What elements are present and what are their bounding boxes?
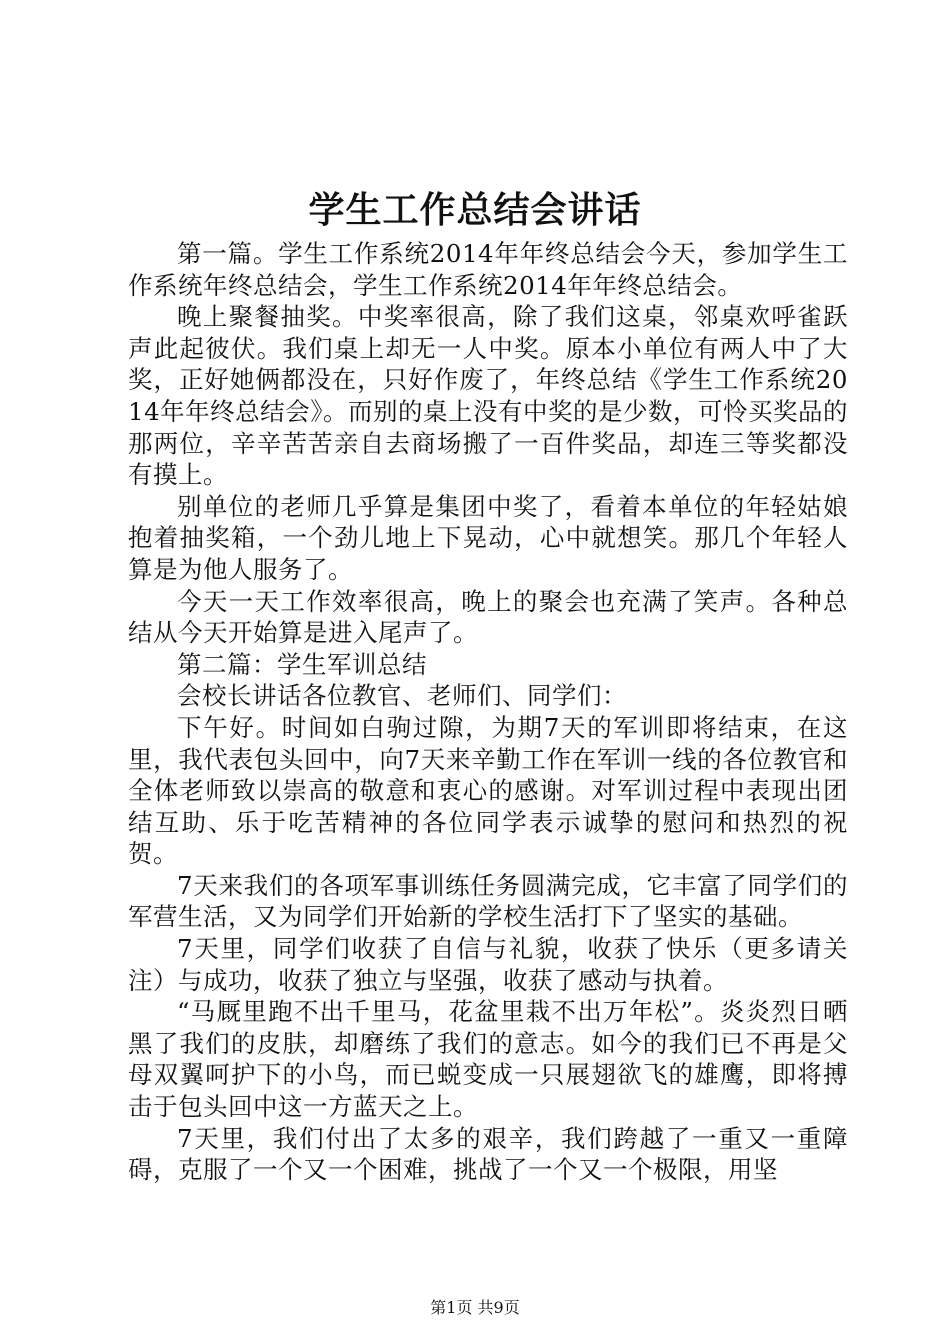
paragraph: 今天一天工作效率很高，晚上的聚会也充满了笑声。各种总结从今天开始算是进入尾声了。 — [128, 586, 848, 648]
paragraph: 会校长讲话各位教官、老师们、同学们： — [177, 681, 627, 711]
section-heading: 第二篇：学生军训总结 — [177, 649, 427, 679]
document-body — [128, 238, 848, 1186]
paragraph: 7天来我们的各项军事训练任务圆满完成，它丰富了同学们的军营生活，又为同学们开始新的学校生活打下了坚实的基础。 — [128, 870, 848, 932]
paragraph: “马厩里跑不出千里马，花盆里栽不出万年松”。炎炎烈日晒黑了我们的皮肤，却磨练了我们的意志。如今的我们已不再是父母双翼呵护下的小鸟，而已蜕变成一只展翅欲飞的雄鹰，即将搏击于包头回中这一方蓝天之上。 — [128, 997, 848, 1122]
page-number-footer: 第1页 共9页 — [430, 1298, 520, 1317]
paragraph: 晚上聚餐抽奖。中奖率很高，除了我们这桌，邻桌欢呼雀跃声此起彼伏。我们桌上却无一人中奖。原本小单位有两人中了大奖，正好她俩都没在，只好作废了，年终总结《学生工作系统2014年年终总结会》。而别的桌上没有中奖的是少数，可怜买奖品的那两位，辛辛苦苦亲自去商场搬了一百件奖品，却连三等奖都没有摸上。 — [128, 302, 848, 490]
paragraph: 第一篇。学生工作系统2014年年终总结会今天，参加学生工作系统年终总结会，学生工作系统2014年年终总结会。 — [128, 239, 848, 300]
paragraph: 下午好。时间如白驹过隙，为期7天的军训即将结束，在这里，我代表包头回中，向7天来辛勤工作在军训一线的各位教官和全体老师致以崇高的敬意和衷心的感谢。对军训过程中表现出团结互助、乐于吃苦精神的各位同学表示诚挚的慰问和热烈的祝贺。 — [128, 712, 848, 869]
paragraph: 7天里，我们付出了太多的艰辛，我们跨越了一重又一重障碍，克服了一个又一个困难，挑战了一个又一个极限，用坚 — [128, 1123, 848, 1185]
paragraph: 7天里，同学们收获了自信与礼貌，收获了快乐（更多请关注）与成功，收获了独立与坚强，收获了感动与执着。 — [128, 934, 848, 995]
paragraph: 别单位的老师几乎算是集团中奖了，看着本单位的年轻姑娘抱着抽奖箱，一个劲儿地上下晃动，心中就想笑。那几个年轻人算是为他人服务了。 — [128, 491, 848, 584]
document-title: 学生工作总结会讲话 — [308, 189, 642, 231]
